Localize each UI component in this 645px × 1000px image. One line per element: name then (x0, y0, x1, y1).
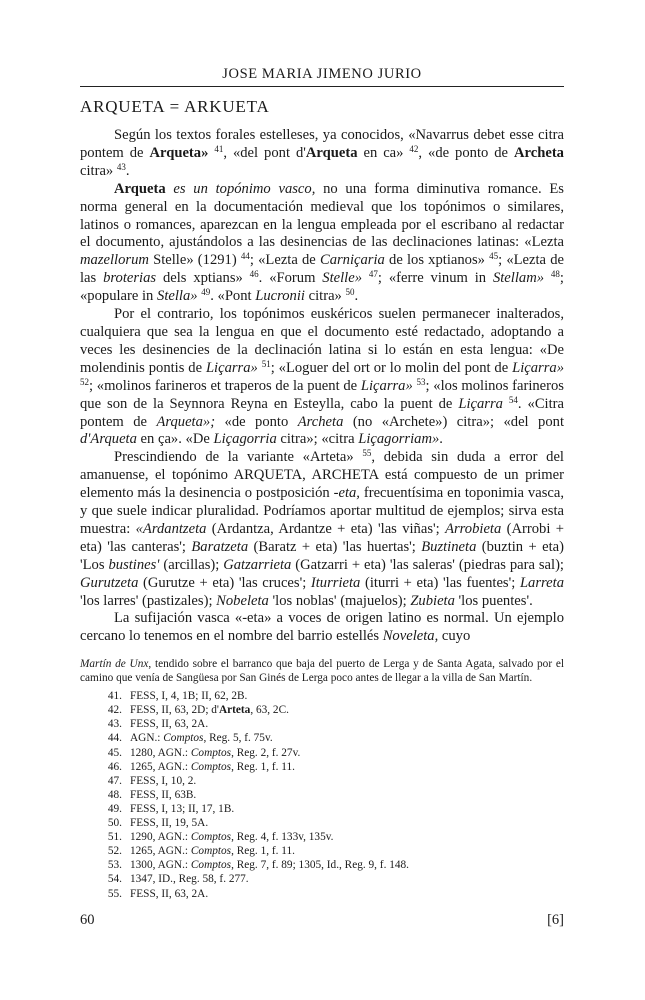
footnote-text: FESS, I, 4, 1B; II, 62, 2B. (130, 690, 248, 703)
header-rule (80, 86, 564, 87)
footnote-text: FESS, II, 63, 2A. (130, 887, 209, 900)
paragraph-2: Arqueta es un topónimo vasco, no una forma diminutiva romance. Es norma general en la documentación medieval que los topónimos o similares, latinos o romances, aparezcan en la lengua empleada por el escribano al redactar el documento, ajustándolos a las desinencias de las declinaciones latinas: «Lezta mazellorum Stelle» (1291) $^{44}$; «Lezta de Carniçaria de los xptianos» $^{45}$; «Lezta de las broterias dels xptians» $^{46}$. «Forum Stelle» $^{47}$; «ferre vinum in Stellam» $^{48}$; «populare in Stella» $^{49}$. «Pont Lucronii citra» $^{50}$. (80, 180, 564, 305)
footnote-item (80, 703, 564, 717)
footnote-text: FESS, II, 63, 2D; d'Arteta, 63, 2C. (130, 704, 289, 717)
footnote-ref: 46 (249, 269, 259, 280)
footnote-text: FESS, II, 19, 5A. (130, 817, 209, 830)
footnote-ref: 42 (409, 143, 419, 154)
footnote-item (80, 858, 564, 872)
body-text (80, 127, 564, 646)
footnote-item (80, 774, 564, 788)
footnote-ref: 49 (201, 287, 211, 298)
footnote-text: FESS, I, 10, 2. (130, 774, 197, 787)
page-number: 60 (80, 912, 95, 928)
footnote-item (80, 844, 564, 858)
footnote-item (80, 830, 564, 844)
footnote-number: 44. (107, 732, 122, 745)
footnote-number: 46. (107, 760, 122, 773)
footnote-number: 47. (107, 774, 122, 787)
footnote-text: 1265, AGN.: Comptos, Reg. 1, f. 11. (130, 760, 295, 773)
paragraph-1: Según los textos forales estelleses, ya conocidos, «Navarrus debet esse citra pontem de Arqueta» $^{41}$, «del pont d'Arqueta en ca» $^{42}$, «de ponto de Archeta citra» $^{43}$. (80, 127, 564, 179)
footnote-text: 1347, ID., Reg. 58, f. 277. (130, 873, 249, 886)
footnote-number: 42. (107, 704, 122, 717)
footnote-number: 52. (107, 845, 122, 858)
footnote-ref: 48 (550, 269, 560, 280)
footnote-text: 1290, AGN.: Comptos, Reg. 4, f. 133v, 135v. (130, 831, 334, 844)
running-head: JOSE MARIA JIMENO JURIO (222, 66, 422, 82)
footnote-ref: 44 (240, 251, 250, 262)
footnote-number: 50. (107, 817, 122, 830)
paragraph-5: La sufijación vasca «-eta» a voces de origen latino es normal. Un ejemplo cercano lo tenemos en el nombre del barrio estellés Noveleta, cuyo (80, 610, 564, 645)
footnote-ref: 51 (261, 358, 271, 369)
footnote-number: 53. (107, 859, 122, 872)
footnote-ref: 53 (416, 376, 426, 387)
footnote-number: 45. (107, 746, 122, 759)
footnote-ref: 52 (80, 376, 89, 387)
footnote-ref: 55 (362, 448, 372, 459)
footnote-continuation: Martín de Unx, tendido sobre el barranco que baja del puerto de Lerga y de Santa Agata, salvado por el camino que venía de Sangüesa por San Ginés de Lerga poco antes de llegar a la villa de San Martín. (80, 658, 565, 685)
section-title: ARQUETA = ARKUETA (80, 97, 270, 116)
footnote-number: 43. (107, 718, 122, 731)
footnote-ref: 45 (489, 251, 499, 262)
footnote-number: 49. (107, 802, 122, 815)
footnote-ref: 54 (508, 394, 518, 405)
footnote-text: FESS, II, 63B. (130, 788, 197, 801)
footnote-number: 41. (107, 690, 122, 703)
footnote-ref: 43 (116, 161, 126, 172)
page-tag: [6] (547, 912, 564, 928)
footnote-text: 1280, AGN.: Comptos, Reg. 2, f. 27v. (130, 746, 301, 759)
footnote-item (80, 717, 564, 731)
footnote-item (80, 689, 564, 703)
footnote-text: FESS, II, 63, 2A. (130, 718, 209, 731)
footnote-item (80, 887, 564, 901)
footnote-text: AGN.: Comptos, Reg. 5, f. 75v. (130, 732, 273, 745)
footnote-item (80, 731, 564, 745)
footnote-number: 48. (107, 788, 122, 801)
footnote-number: 51. (107, 831, 122, 844)
footnote-text: 1300, AGN.: Comptos, Reg. 7, f. 89; 1305, Id., Reg. 9, f. 148. (130, 859, 409, 872)
footnote-number: 55. (107, 887, 122, 900)
paragraph-4: Prescindiendo de la variante «Arteta» $^{55}$, debida sin duda a error del amanuense, el topónimo ARQUETA, ARCHETA está compuesto de un primer elemento más la desinencia o postposición -eta, frecuentísima en toponimia vasca, y que suele indicar pluralidad. Podríamos aportar multitud de ejemplos; sirva esta muestra: «Ardantzeta (Ardantza, Ardantze + eta) 'las viñas'; Arrobieta (Arrobi + eta) 'las canteras'; Baratzeta (Baratz + eta) 'las huertas'; Buztineta (buztin + eta) 'Los bustines' (arcillas); Gatzarrieta (Gatzarri + eta) 'las saleras' (piedras para sal); Gurutzeta (Gurutze + eta) 'las cruces'; Iturrieta (iturri + eta) 'las fuentes'; Larreta 'los larres' (pastizales); Nobeleta 'los noblas' (majuelos); Zubieta 'los puentes'. (80, 448, 565, 609)
footnote-list (80, 689, 564, 900)
footnote-item (80, 872, 564, 886)
footnote-item (80, 802, 564, 816)
footnote-ref: 50 (345, 287, 355, 298)
footnote-ref: 41 (214, 143, 224, 154)
footnote-item (80, 788, 564, 802)
footnote-item (80, 760, 564, 774)
footnotes (80, 657, 564, 901)
footnote-ref: 47 (368, 269, 378, 280)
footnote-item (80, 816, 564, 830)
footnote-number: 54. (107, 873, 122, 886)
paragraph-3: Por el contrario, los topónimos euskéricos suelen permanecer inalterados, cualquiera que sea la lengua en que el documento esté redactado, adoptando a veces les desinencies de la declinación latina si lo están en esta lengua: «De molendinis pontis de Liçarra» $^{51}$; «Loguer del ort or lo molin del pont de Liçarra» $^{52}$; «molinos farineros et traperos de la puent de Liçarra» $^{53}$; «los molinos farineros que son de la Seynnora Reyna en Esteylla, cabo la puent de Liçarra $^{54}$. «Citra pontem de Arqueta»; «de ponto Archeta (no «Archete») citra»; «del pont d'Arqueta en ça». «De Liçagorria citra»; «citra Liçagorriam». (80, 306, 564, 448)
footnote-text: FESS, I, 13; II, 17, 1B. (130, 802, 235, 815)
footnote-item (80, 746, 564, 760)
footnote-text: 1265, AGN.: Comptos, Reg. 1, f. 11. (130, 845, 295, 858)
